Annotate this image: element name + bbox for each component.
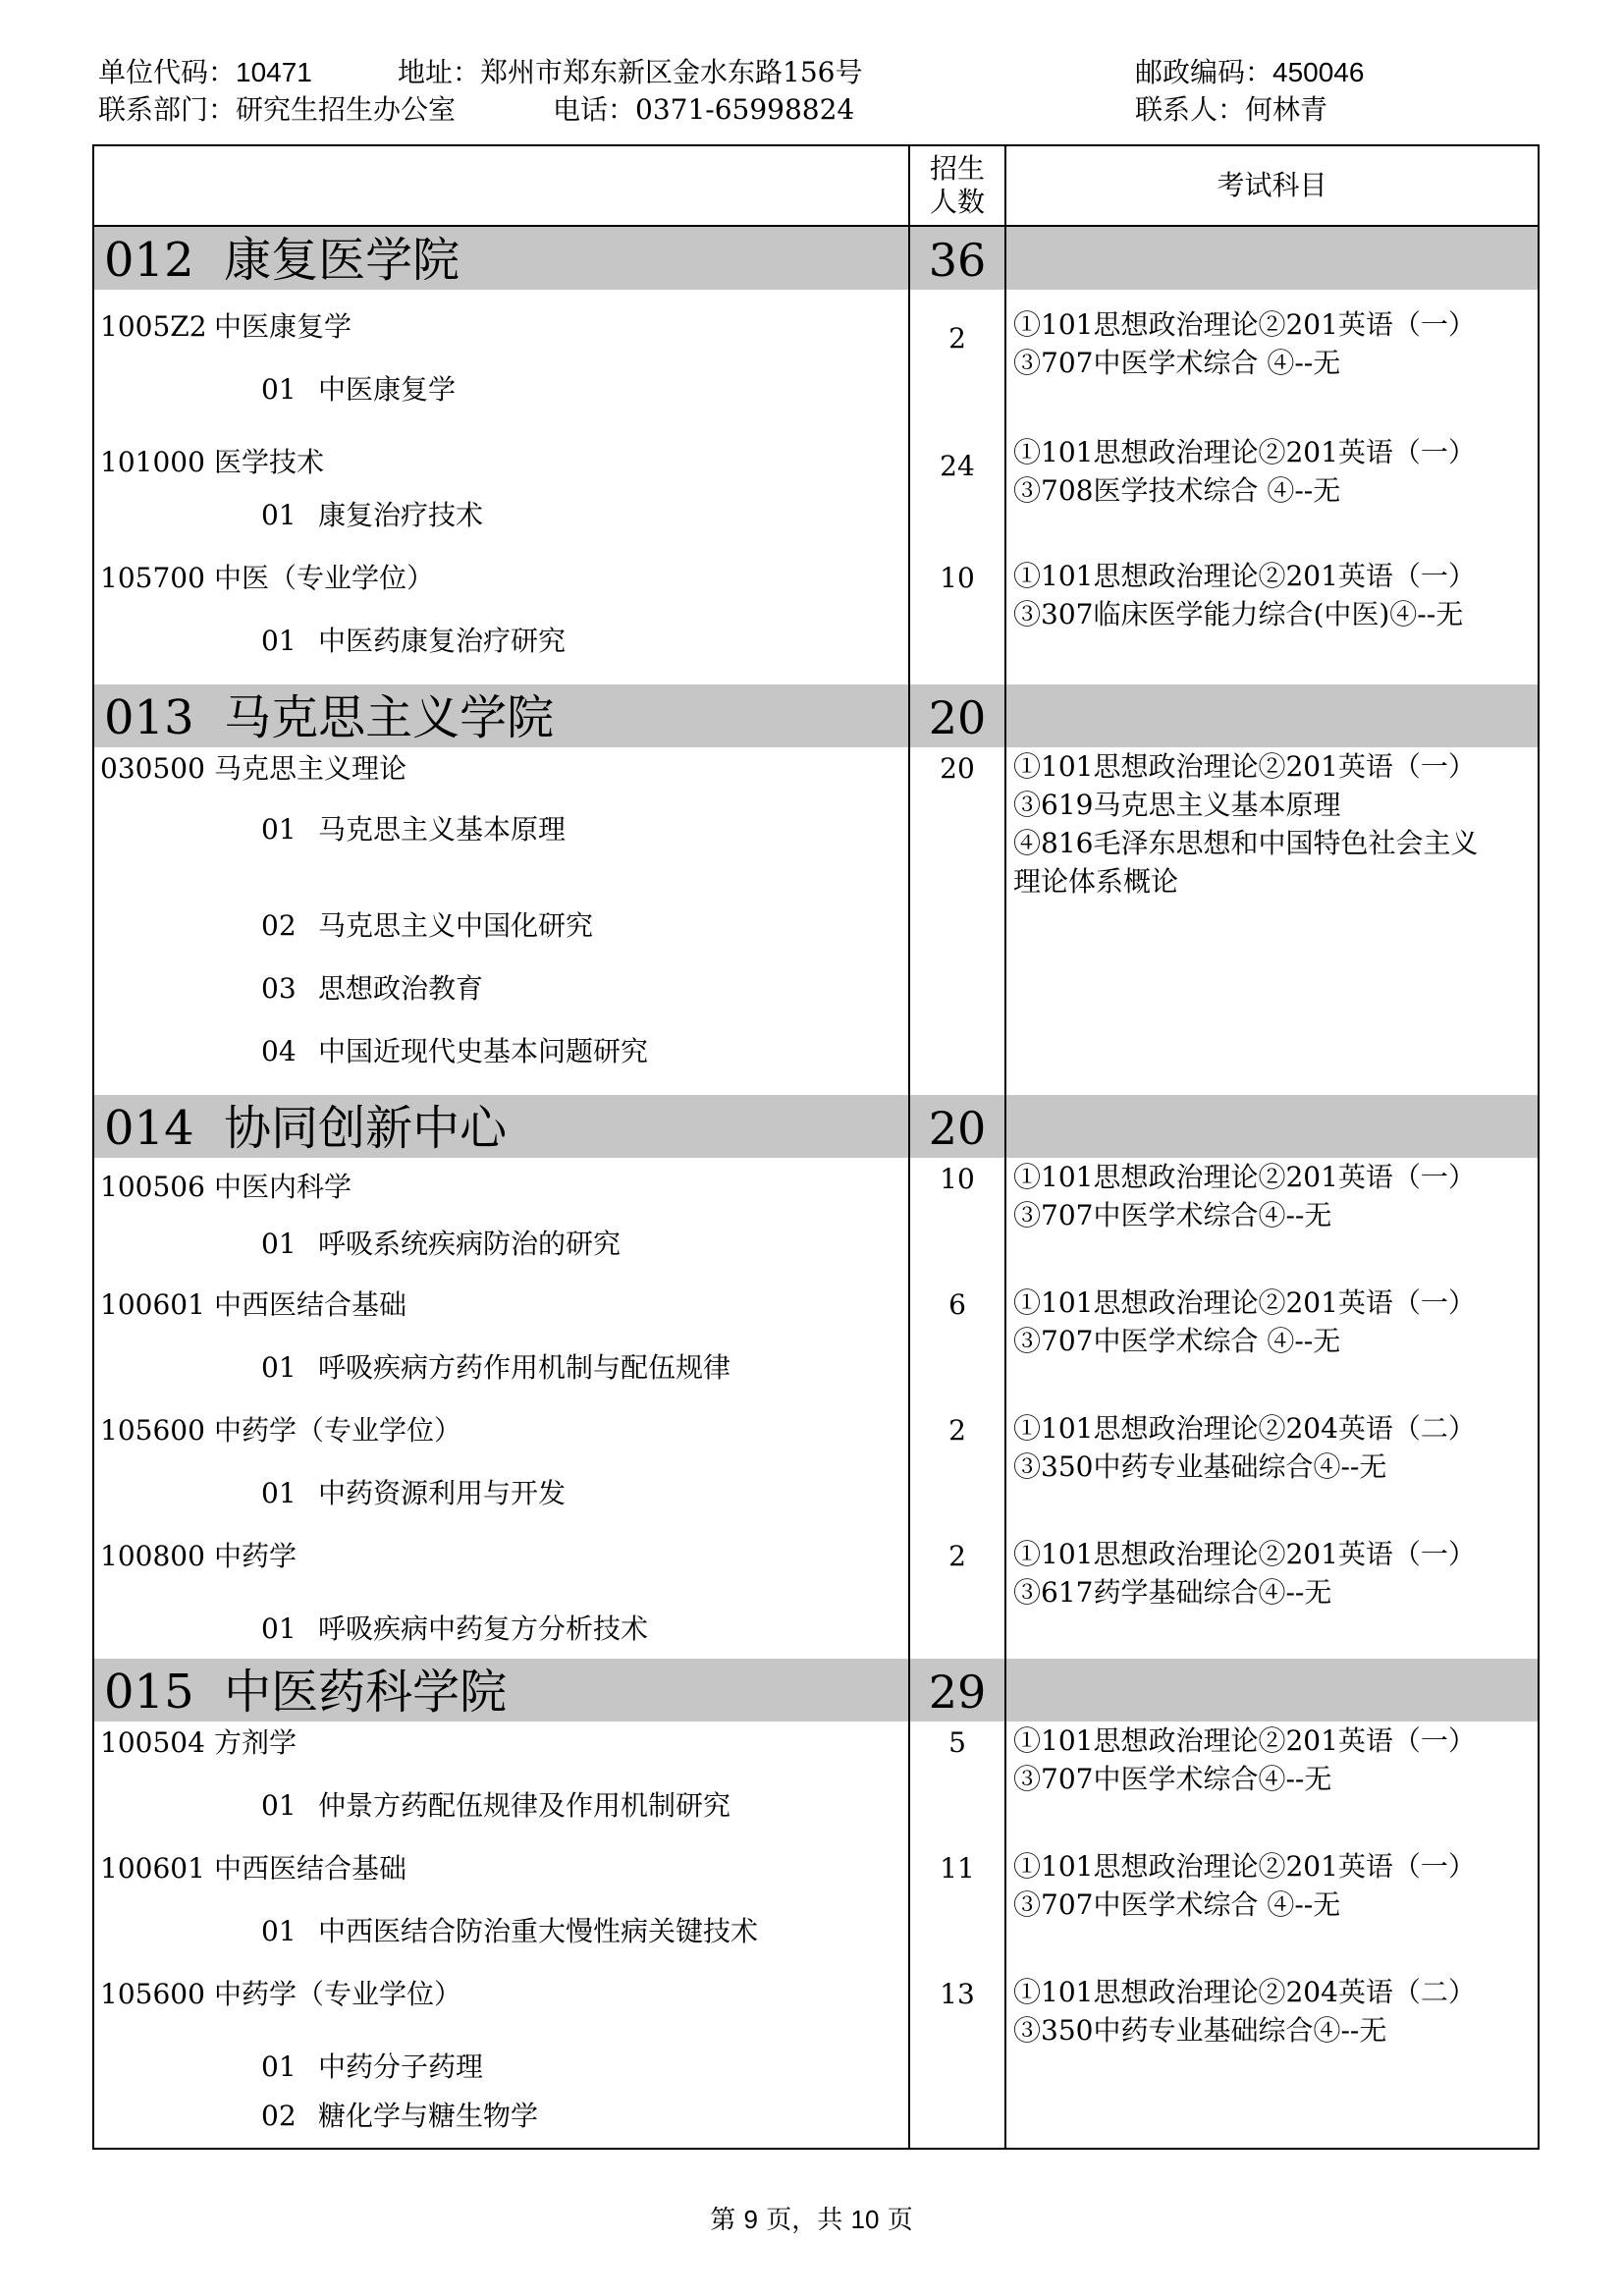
direction-code: 01: [261, 1351, 297, 1384]
dept-title: [104, 1103, 507, 1154]
major-row: [100, 1289, 406, 1321]
exam-subjects: [1013, 305, 1534, 382]
direction-row: [261, 1613, 648, 1645]
contact-label: 联系人：: [1135, 93, 1246, 126]
exam-subjects: [1013, 1535, 1534, 1612]
major-code: 105600: [100, 1978, 205, 2010]
dept-title: [104, 1667, 507, 1718]
major-count: 20: [940, 752, 975, 785]
address: [398, 56, 863, 88]
exam-subjects: [1013, 1722, 1534, 1798]
direction-name: 康复治疗技术: [318, 499, 484, 531]
major-code: 100601: [100, 1852, 205, 1885]
exam-subjects: [1013, 1158, 1534, 1234]
exam-subjects: [1013, 747, 1534, 901]
exam-subjects: [1013, 1973, 1534, 2050]
dept-label: 联系部门：: [98, 93, 237, 126]
unit-code-label: 单位代码：: [98, 56, 237, 88]
direction-row: [261, 2051, 483, 2083]
direction-name: 仲景方药配伍规律及作用机制研究: [318, 1789, 731, 1822]
footer-prefix: 第: [710, 2206, 736, 2235]
dept-count: 20: [928, 1102, 987, 1155]
address-value: 郑州市郑东新区金水东路156号: [480, 56, 863, 88]
enroll-header-line1: 招生: [929, 152, 985, 185]
dept-name: 马克思主义学院: [224, 690, 555, 745]
major-count: 10: [940, 562, 975, 594]
direction-name: 呼吸疾病中药复方分析技术: [318, 1613, 649, 1645]
major-count: 13: [940, 1978, 975, 2010]
major-code: 030500: [100, 752, 205, 785]
direction-name: 中国近现代史基本问题研究: [318, 1035, 649, 1067]
address-label: 地址：: [398, 56, 481, 88]
direction-row: [261, 2101, 538, 2132]
exam-line: ③617药学基础综合④--无: [1013, 1576, 1332, 1609]
contact-value: 何林青: [1245, 93, 1328, 126]
exam-line: ④816毛泽东思想和中国特色社会主义: [1013, 827, 1479, 859]
direction-name: 马克思主义基本原理: [318, 813, 567, 846]
major-row: [100, 1172, 352, 1203]
major-name: 马克思主义理论: [214, 752, 407, 785]
postcode-value: 450046: [1272, 57, 1365, 87]
exam-line: ①101思想政治理论②201英语（一）: [1013, 1538, 1476, 1570]
exam-line: ③707中医学术综合 ④--无: [1013, 1325, 1341, 1357]
dept-row: [94, 1095, 1538, 1158]
exam-line: ③350中药专业基础综合④--无: [1013, 2014, 1387, 2047]
dept-title: [104, 235, 460, 286]
major-name: 中药学（专业学位）: [214, 1978, 462, 2010]
major-name: 中西医结合基础: [214, 1852, 407, 1885]
direction-row: [261, 973, 483, 1005]
dept-value: 研究生招生办公室: [236, 93, 457, 126]
contact-person: [1135, 93, 1328, 126]
major-row: [100, 1541, 297, 1572]
direction-row: [261, 814, 566, 846]
column-divider-right: [1004, 146, 1006, 2148]
dept-title: [104, 692, 554, 743]
enroll-count-header: [910, 152, 1004, 219]
dept-count: 29: [928, 1666, 987, 1719]
exam-line: ①101思想政治理论②201英语（一）: [1013, 750, 1476, 783]
major-name: 中药学（专业学位）: [214, 1414, 462, 1447]
exam-line: 理论体系概论: [1013, 865, 1179, 898]
unit-code: [98, 56, 312, 88]
exam-line: ①101思想政治理论②201英语（一）: [1013, 1850, 1476, 1883]
major-code: 105600: [100, 1414, 205, 1447]
major-count: 2: [948, 1414, 966, 1447]
major-name: 中医康复学: [214, 310, 352, 343]
direction-row: [261, 500, 483, 531]
exam-subjects-header: 考试科目: [1217, 169, 1327, 201]
direction-code: 01: [261, 1613, 297, 1645]
exam-line: ①101思想政治理论②201英语（一）: [1013, 308, 1476, 341]
major-name: 中西医结合基础: [214, 1288, 407, 1321]
direction-code: 01: [261, 1228, 297, 1260]
exam-subjects: [1013, 1409, 1534, 1486]
direction-name: 中医康复学: [318, 373, 457, 406]
direction-name: 马克思主义中国化研究: [318, 909, 594, 942]
direction-row: [261, 374, 456, 406]
direction-code: 04: [261, 1035, 297, 1067]
footer-middle: 页，共: [766, 2206, 843, 2235]
exam-line: ①101思想政治理论②201英语（一）: [1013, 1724, 1476, 1757]
dept-name: 协同创新中心: [224, 1101, 508, 1156]
major-count: 6: [948, 1288, 966, 1321]
page-number: 9: [743, 2205, 758, 2234]
direction-row: [261, 1229, 621, 1260]
dept-code: 014: [104, 1101, 194, 1156]
exam-line: ③350中药专业基础综合④--无: [1013, 1450, 1387, 1483]
exam-line: ③307临床医学能力综合(中医)④--无: [1013, 598, 1464, 630]
page-footer: [0, 2200, 1623, 2236]
direction-code: 01: [261, 1477, 297, 1509]
unit-code-value: 10471: [236, 57, 312, 87]
footer-suffix: 页: [887, 2206, 913, 2235]
major-row: [100, 563, 434, 594]
major-code: 100800: [100, 1540, 205, 1572]
major-row: [100, 1727, 297, 1759]
direction-row: [261, 626, 566, 657]
major-name: 医学技术: [214, 446, 325, 478]
direction-name: 呼吸系统疾病防治的研究: [318, 1228, 622, 1260]
major-row: [100, 1415, 461, 1447]
exam-line: ③707中医学术综合④--无: [1013, 1199, 1332, 1231]
direction-row: [261, 910, 593, 942]
enrollment-table: [92, 144, 1540, 2150]
direction-name: 思想政治教育: [318, 972, 484, 1005]
dept-code: 013: [104, 690, 194, 745]
major-count: 5: [948, 1726, 966, 1759]
major-code: 100506: [100, 1171, 205, 1203]
major-count: 10: [940, 1163, 975, 1195]
major-name: 中医（专业学位）: [214, 562, 435, 594]
major-code: 100601: [100, 1288, 205, 1321]
dept-name: 中医药科学院: [224, 1665, 508, 1720]
direction-code: 01: [261, 499, 297, 531]
exam-line: ③619马克思主义基本原理: [1013, 789, 1341, 821]
dept-row: [94, 1659, 1538, 1722]
direction-code: 01: [261, 1915, 297, 1947]
direction-row: [261, 1916, 758, 1947]
major-count: 2: [948, 322, 966, 355]
direction-name: 中药分子药理: [318, 2050, 484, 2083]
enroll-header-line2: 人数: [929, 186, 985, 218]
dept-row: [94, 684, 1538, 747]
direction-code: 03: [261, 972, 297, 1005]
major-row: [100, 1979, 461, 2010]
dept-count: 20: [928, 691, 987, 744]
dept-code: 015: [104, 1665, 194, 1720]
direction-code: 02: [261, 909, 297, 942]
postcode-label: 邮政编码：: [1135, 56, 1273, 88]
direction-name: 呼吸疾病方药作用机制与配伍规律: [318, 1351, 731, 1384]
exam-subjects: [1013, 557, 1534, 633]
direction-row: [261, 1790, 730, 1822]
phone: [553, 93, 855, 126]
direction-code: 01: [261, 1789, 297, 1822]
exam-line: ①101思想政治理论②201英语（一）: [1013, 1161, 1476, 1193]
contact-dept: [98, 93, 457, 126]
exam-line: ①101思想政治理论②204英语（二）: [1013, 1412, 1476, 1445]
exam-line: ①101思想政治理论②201英语（一）: [1013, 1286, 1476, 1319]
exam-line: ①101思想政治理论②201英语（一）: [1013, 436, 1476, 468]
exam-line: ①101思想政治理论②201英语（一）: [1013, 560, 1476, 592]
major-count: 2: [948, 1540, 966, 1572]
major-row: [100, 447, 324, 478]
exam-line: ③708医学技术综合 ④--无: [1013, 474, 1341, 507]
major-row: [100, 311, 352, 343]
exam-subjects: [1013, 433, 1534, 510]
major-name: 中医内科学: [214, 1171, 352, 1203]
major-row: [100, 753, 406, 785]
major-code: 1005Z2: [100, 310, 207, 343]
direction-row: [261, 1478, 566, 1509]
exam-subjects: [1013, 1847, 1534, 1924]
dept-count: 36: [928, 234, 987, 287]
direction-code: 01: [261, 813, 297, 846]
exam-line: ③707中医学术综合 ④--无: [1013, 347, 1341, 379]
major-code: 105700: [100, 562, 205, 594]
exam-line: ③707中医学术综合④--无: [1013, 1763, 1332, 1795]
direction-code: 02: [261, 2100, 297, 2132]
direction-code: 01: [261, 2050, 297, 2083]
phone-label: 电话：: [553, 93, 636, 126]
header-divider: [94, 225, 1538, 227]
direction-name: 糖化学与糖生物学: [318, 2100, 539, 2132]
exam-subjects: [1013, 1284, 1534, 1360]
dept-name: 康复医学院: [224, 233, 460, 288]
dept-row: [94, 227, 1538, 290]
phone-value: 0371-65998824: [635, 93, 855, 126]
direction-name: 中药资源利用与开发: [318, 1477, 567, 1509]
direction-name: 中西医结合防治重大慢性病关键技术: [318, 1915, 759, 1947]
exam-line: ①101思想政治理论②204英语（二）: [1013, 1976, 1476, 2008]
page-total: 10: [850, 2205, 880, 2234]
dept-code: 012: [104, 233, 194, 288]
direction-name: 中医药康复治疗研究: [318, 625, 567, 657]
direction-code: 01: [261, 373, 297, 406]
major-code: 101000: [100, 446, 205, 478]
postcode: [1135, 56, 1365, 88]
major-count: 11: [940, 1852, 975, 1885]
major-name: 方剂学: [214, 1726, 298, 1759]
major-row: [100, 1853, 406, 1885]
direction-row: [261, 1036, 648, 1067]
major-name: 中药学: [214, 1540, 298, 1572]
direction-code: 01: [261, 625, 297, 657]
column-divider-left: [908, 146, 910, 2148]
direction-row: [261, 1352, 730, 1384]
major-code: 100504: [100, 1726, 205, 1759]
major-count: 24: [940, 450, 975, 482]
exam-line: ③707中医学术综合 ④--无: [1013, 1888, 1341, 1921]
